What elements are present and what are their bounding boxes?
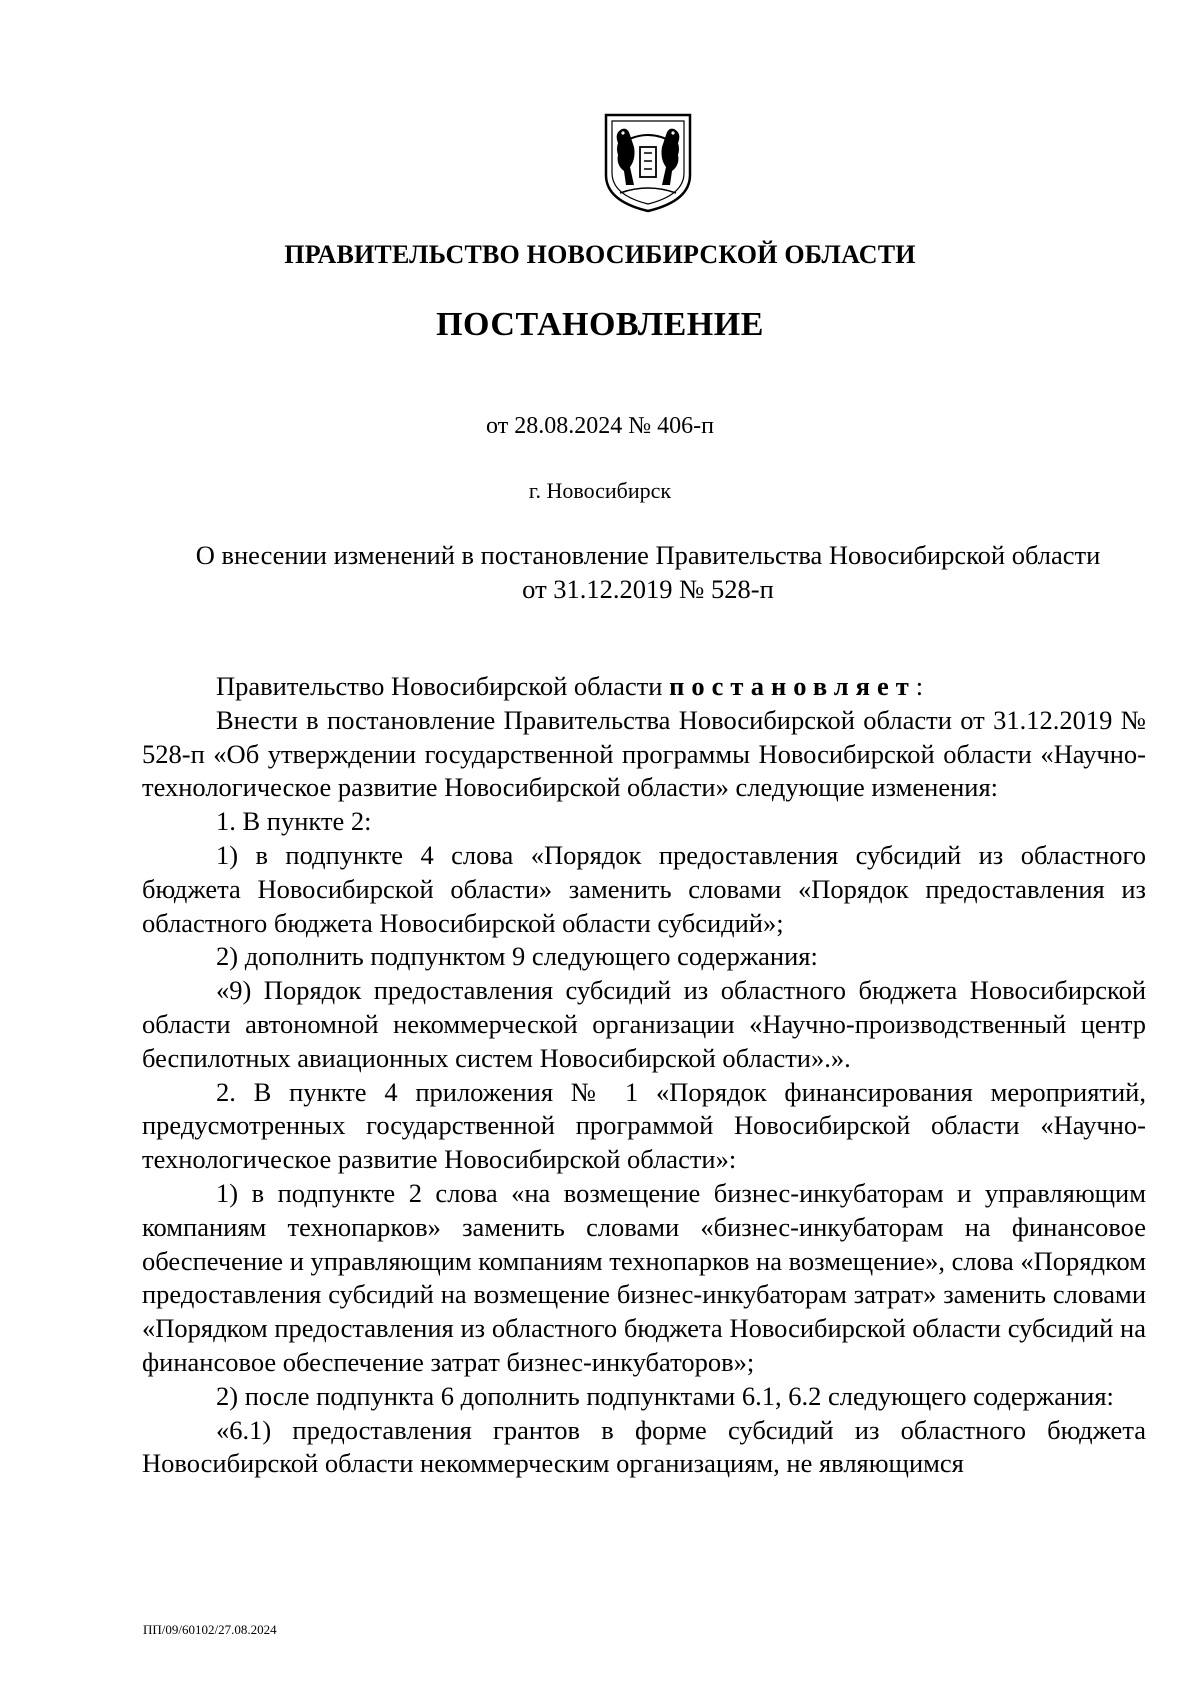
paragraph: Внести в постановление Правительства Новосибирской области от 31.12.2019 № 528-п «Об утверждении государственной программы Новосибирской области «Научно-технологическое развитие Новосибирской области» следующие изменения:: [142, 704, 1146, 803]
preamble: [142, 670, 1146, 704]
subject-line-1: О внесении изменений в постановление Правительства Новосибирской области: [195, 540, 1101, 570]
document-subject: [150, 538, 1146, 606]
coat-of-arms-icon: [604, 113, 692, 213]
organization-title: ПРАВИТЕЛЬСТВО НОВОСИБИРСКОЙ ОБЛАСТИ: [284, 240, 916, 269]
paragraph: 2. В пункте 4 приложения № 1 «Порядок финансирования мероприятий, предусмотренных государственной программой Новосибирской области «Научно-технологическое развитие Новосибирской области»:: [142, 1076, 1146, 1175]
paragraph: 1. В пункте 2:: [216, 806, 372, 837]
paragraph: 1) в подпункте 2 слова «на возмещение бизнес-инкубаторам и управляющим компаниям технопарков» заменить словами «бизнес-инкубаторам на финансовое обеспечение и управляющим компаниям технопарков на возмещение», слова «Порядком предоставления субсидий на возмещение бизнес-инкубаторам затрат» заменить словами «Порядком предоставления из областного бюджета Новосибирской области субсидий на финансовое обеспечение затрат бизнес-инкубаторов»;: [142, 1177, 1146, 1377]
preamble-verb: постановляет: [669, 671, 916, 701]
paragraph: «6.1) предоставления грантов в форме субсидий из областного бюджета Новосибирской области некоммерческим организациям, не являющимся: [142, 1414, 1146, 1479]
paragraph: 1) в подпункте 4 слова «Порядок предоставления субсидий из областного бюджета Новосибирской области» заменить словами «Порядок предоставления из областного бюджета Новосибирской области субсидий»;: [142, 839, 1146, 938]
paragraph: 2) после подпункта 6 дополнить подпунктами 6.1, 6.2 следующего содержания:: [216, 1380, 1114, 1411]
preamble-suffix: :: [915, 671, 924, 701]
paragraph: 2) дополнить подпунктом 9 следующего содержания:: [216, 941, 818, 972]
document-city: г. Новосибирск: [528, 478, 672, 503]
paragraph: «9) Порядок предоставления субсидий из областного бюджета Новосибирской области автономной некоммерческой организации «Научно-производственный центр беспилотных авиационных систем Новосибирской области».».: [142, 975, 1146, 1073]
preamble-text: Правительство Новосибирской области: [216, 671, 670, 701]
document-type-title: ПОСТАНОВЛЕНИЕ: [436, 306, 764, 343]
document-footer-code: ПП/09/60102/27.08.2024: [143, 1622, 277, 1637]
document-body: [142, 670, 1146, 1481]
document-date-number: от 28.08.2024 № 406-п: [486, 413, 714, 439]
subject-line-2: от 31.12.2019 № 528-п: [522, 574, 774, 604]
